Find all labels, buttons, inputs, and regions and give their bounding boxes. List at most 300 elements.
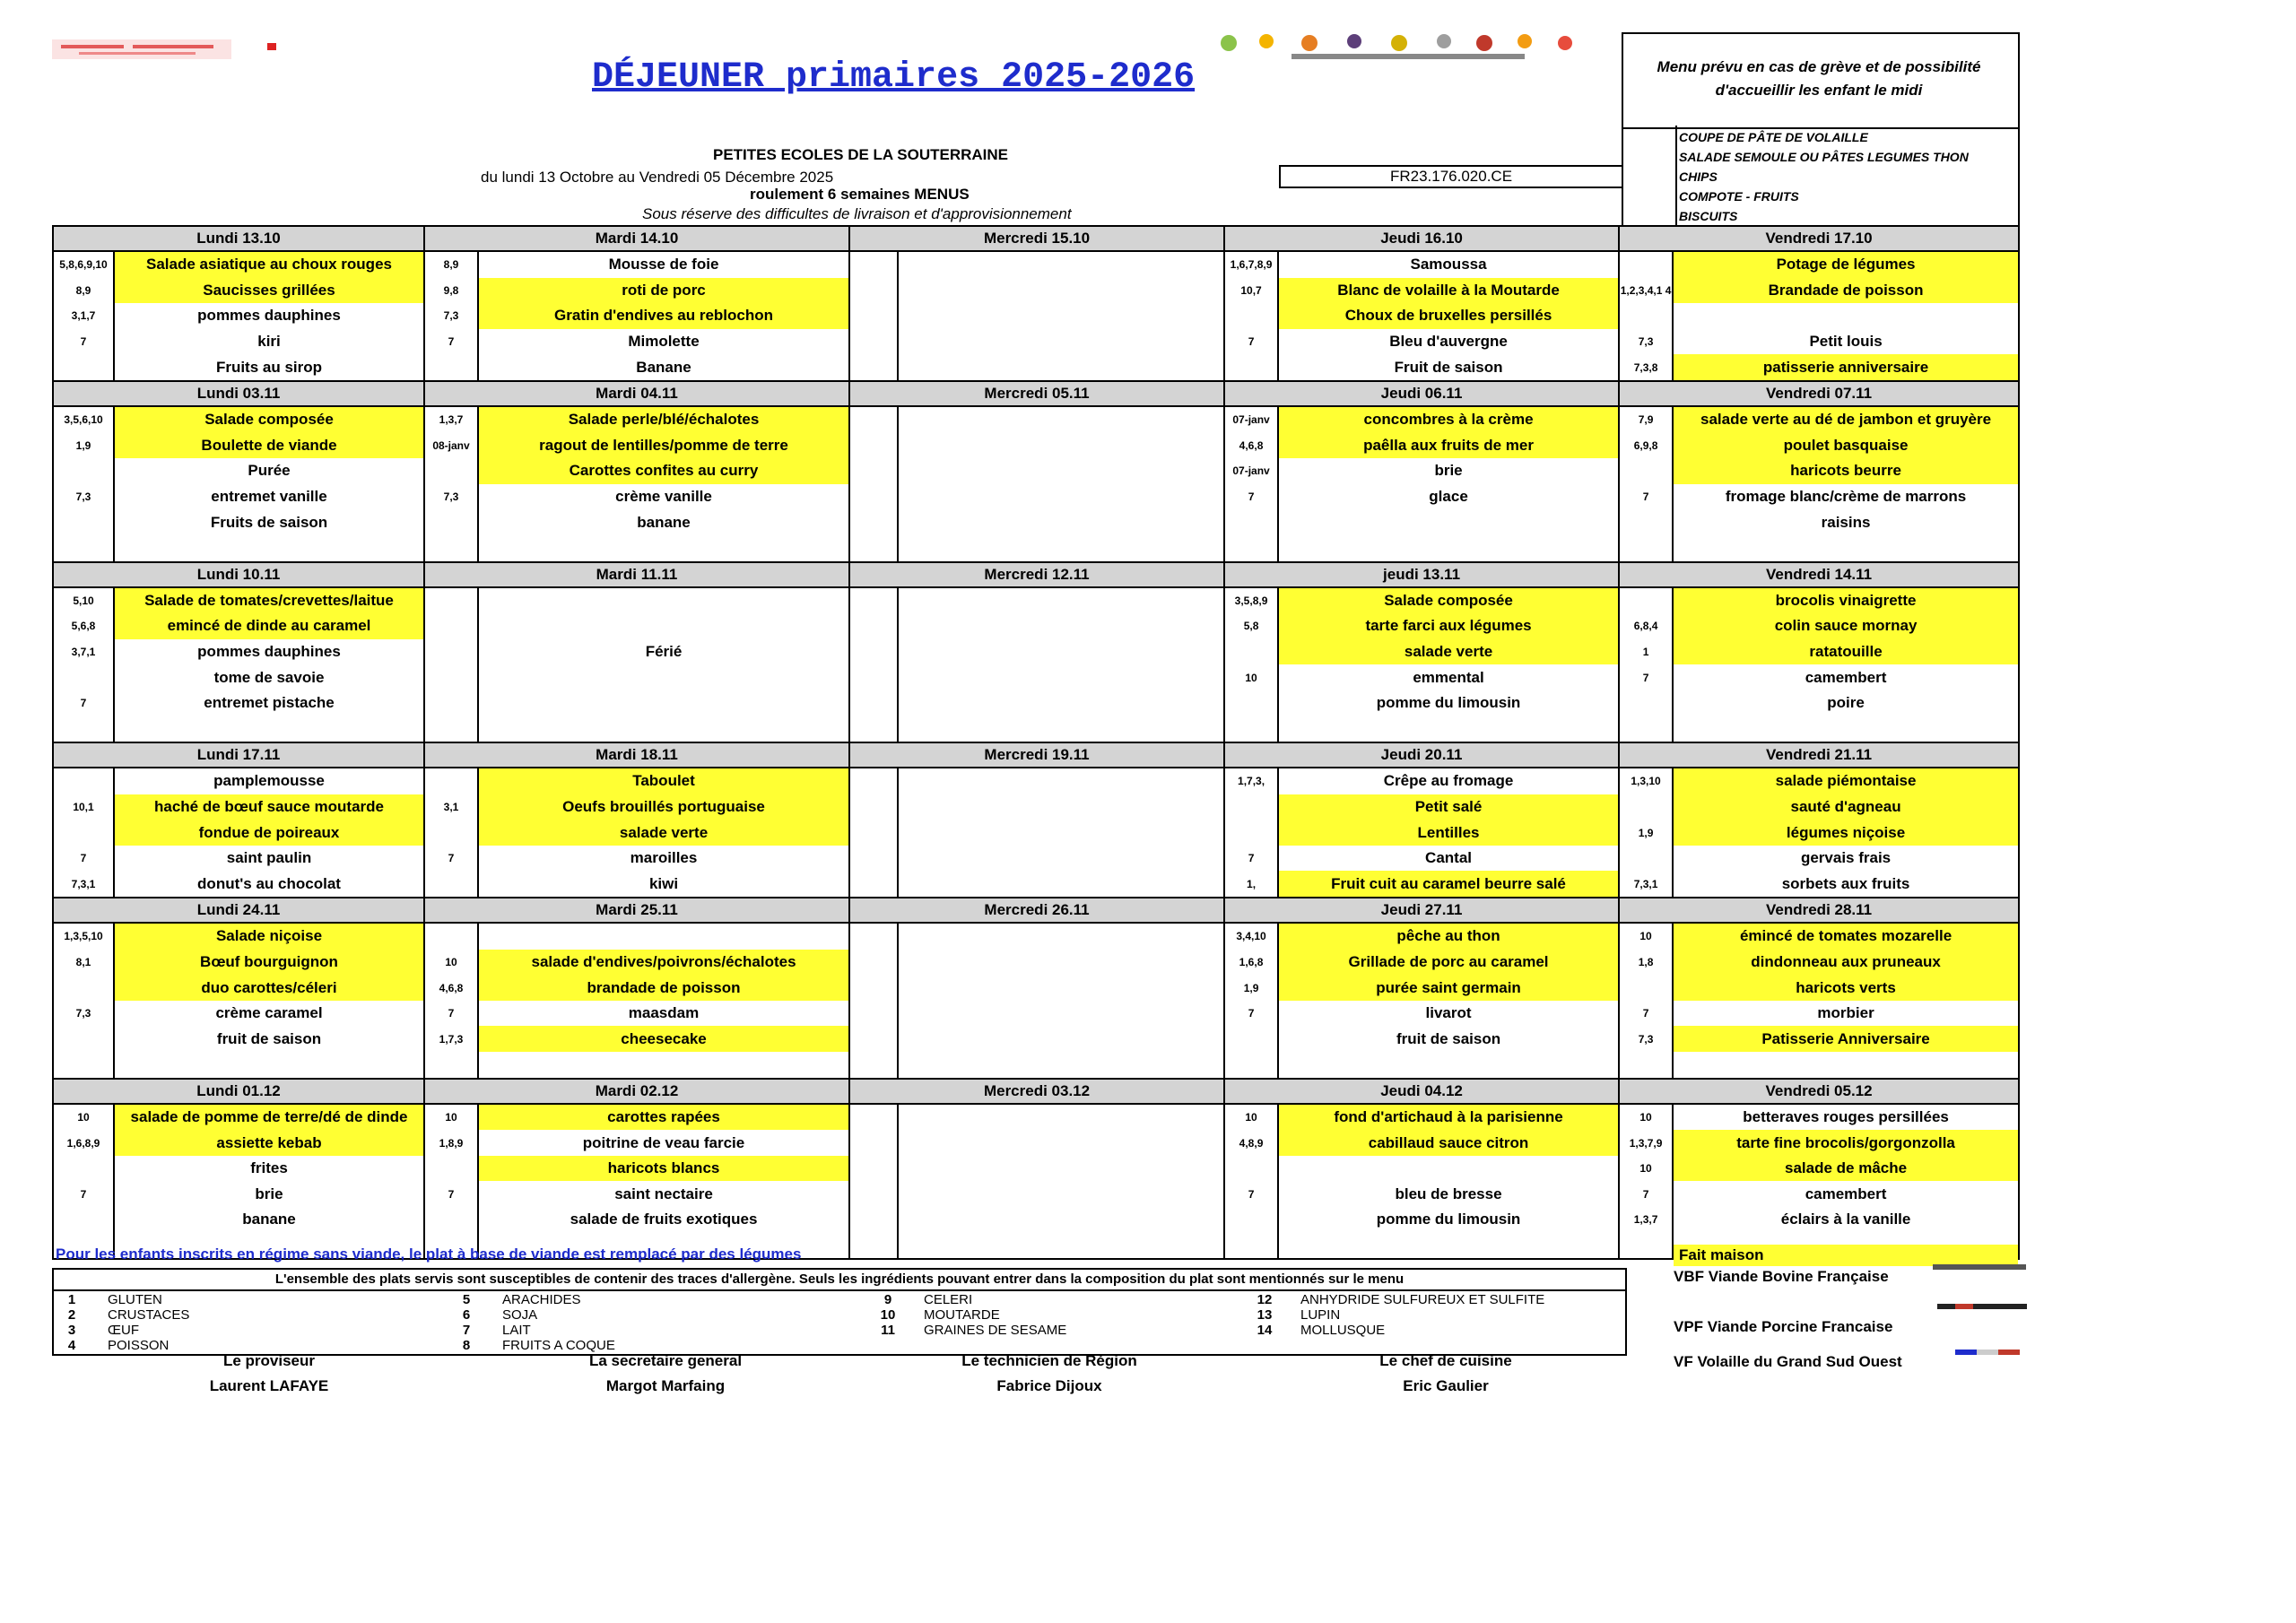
allergen-codes: 1, [1224,871,1278,898]
vpf-logo [1937,1304,2027,1309]
day-header: Mercredi 19.11 [849,742,1224,768]
dish [1673,535,2019,562]
allergen-codes [849,329,898,355]
allergen-codes [424,820,478,846]
dish [898,1207,1224,1233]
day-header: Vendredi 05.12 [1619,1079,2019,1104]
allergen-codes: 3,4,10 [1224,923,1278,950]
dish: Mousse de foie [478,251,849,278]
menu-row [53,1001,2019,1027]
allergen-codes: 10,7 [1224,278,1278,304]
allergen-codes [424,664,478,690]
allergen-codes: 10 [1224,1104,1278,1131]
dish: Bleu d'auvergne [1278,329,1619,355]
allergen-codes [53,458,114,484]
dish: ragout de lentilles/pomme de terre [478,433,849,459]
dish: Salade perle/blé/échalotes [478,406,849,433]
dish: camembert [1673,664,2019,690]
allergen-codes: 4,6,8 [1224,433,1278,459]
allergen-codes [424,458,478,484]
dish: poulet basquaise [1673,433,2019,459]
allergen-codes [849,1001,898,1027]
allergen-codes [424,871,478,898]
dish: maroilles [478,846,849,872]
allergen-box [52,1268,1627,1356]
dish: Férié [478,639,849,665]
menu-row [53,433,2019,459]
dish [1278,509,1619,535]
allergen-codes: 7,3 [1619,1026,1673,1052]
signature-role: Le chef de cuisine [1379,1352,1512,1369]
dish: Salade composée [1278,587,1619,614]
dish: pommes dauphines [114,303,424,329]
menu-row [53,251,2019,278]
day-header: Vendredi 17.10 [1619,226,2019,251]
allergen-name: SOJA [502,1307,538,1323]
fruits-banner-image [1211,32,1605,63]
dish: Petit salé [1278,794,1619,820]
menu-row [53,354,2019,381]
allergen-codes: 7 [1619,1181,1673,1207]
dish: Salade composée [114,406,424,433]
allergen-codes [53,975,114,1001]
allergen-entry [54,1323,139,1338]
dish: Salade asiatique au choux rouges [114,251,424,278]
dish: morbier [1673,1001,2019,1027]
allergen-entry [448,1338,615,1353]
dish [898,820,1224,846]
signature-name: Eric Gaulier [1403,1377,1489,1394]
signature-name: Fabrice Dijoux [996,1377,1102,1394]
week-header-row [53,898,2019,923]
dish: banane [114,1207,424,1233]
allergen-codes: 7 [53,1181,114,1207]
allergen-codes [849,820,898,846]
menu-row [53,1052,2019,1079]
allergen-codes [53,1052,114,1079]
dish: Samoussa [1278,251,1619,278]
dish: Grillade de porc au caramel [1278,950,1619,976]
dish: saint paulin [114,846,424,872]
dish: gervais frais [1673,846,2019,872]
allergen-entry [448,1292,581,1307]
day-header: Lundi 10.11 [53,562,424,587]
allergen-codes: 7,3,1 [1619,871,1673,898]
week-header-row [53,226,2019,251]
dish [898,794,1224,820]
allergen-entry [1247,1323,1385,1338]
allergen-codes: 1,7,3 [424,1026,478,1052]
day-header: Mercredi 26.11 [849,898,1224,923]
allergen-codes [1619,716,1673,743]
allergen-name: GRAINES DE SESAME [924,1323,1067,1338]
allergen-codes [53,768,114,794]
allergen-entry [448,1323,531,1338]
allergen-entry [870,1292,972,1307]
dish [898,1181,1224,1207]
day-header: Jeudi 16.10 [1224,226,1619,251]
allergen-codes [424,923,478,950]
dish: salade d'endives/poivrons/échalotes [478,950,849,976]
allergen-codes: 7 [53,846,114,872]
dish [898,354,1224,381]
allergen-name: CELERI [924,1292,973,1307]
dish: carottes rapées [478,1104,849,1131]
dish [898,587,1224,614]
menu-row [53,846,2019,872]
dish: Fruit cuit au caramel beurre salé [1278,871,1619,898]
dish: légumes niçoise [1673,820,2019,846]
allergen-number: 7 [462,1323,471,1338]
dish [1278,1233,1619,1260]
menu-row [53,1026,2019,1052]
allergen-codes [849,535,898,562]
allergen-codes [424,354,478,381]
dish: Mimolette [478,329,849,355]
allergen-codes: 4,6,8 [424,975,478,1001]
dish: Oeufs brouillés portuguaise [478,794,849,820]
allergen-codes: 7 [1224,846,1278,872]
dish: Choux de bruxelles persillés [1278,303,1619,329]
dish: Carottes confites au curry [478,458,849,484]
allergen-codes: 7,9 [1619,406,1673,433]
allergen-number: 13 [1257,1307,1273,1323]
menu-row [53,1156,2019,1182]
dish: assiette kebab [114,1130,424,1156]
dish: Petit louis [1673,329,2019,355]
allergen-codes [424,1156,478,1182]
dish: patisserie anniversaire [1673,354,2019,381]
allergen-codes: 3,7,1 [53,639,114,665]
strike-menu-item: COUPE DE PÂTE DE VOLAILLE [1679,130,1868,144]
allergen-name: ARACHIDES [502,1292,581,1307]
dish [898,1156,1224,1182]
dish: tarte farci aux légumes [1278,613,1619,639]
dish: poitrine de veau farcie [478,1130,849,1156]
dish: brocolis vinaigrette [1673,587,2019,614]
allergen-codes [849,1130,898,1156]
menu-row [53,923,2019,950]
allergen-number: 8 [462,1338,471,1353]
day-header: Jeudi 06.11 [1224,381,1619,406]
allergen-codes [53,509,114,535]
allergen-codes: 7,3 [1619,329,1673,355]
no-meat-note: Pour les enfants inscrits en régime sans viande, le plat à base de viande est remplacé par des légumes [56,1245,802,1263]
allergen-name: ANHYDRIDE SULFUREUX ET SULFITE [1300,1292,1545,1307]
dish: fond d'artichaud à la parisienne [1278,1104,1619,1131]
allergen-codes [849,950,898,976]
dish: crème vanille [478,484,849,510]
rotation-text: roulement 6 semaines MENUS [750,186,970,203]
menu-row [53,794,2019,820]
dish: betteraves rouges persillées [1673,1104,2019,1131]
dish: crème caramel [114,1001,424,1027]
allergen-codes [424,1207,478,1233]
dish: dindonneau aux pruneaux [1673,950,2019,976]
dish [478,613,849,639]
dish: haché de bœuf sauce moutarde [114,794,424,820]
dish [898,716,1224,743]
dish [478,923,849,950]
day-header: Jeudi 27.11 [1224,898,1619,923]
allergen-codes [849,794,898,820]
dish: éclairs à la vanille [1673,1207,2019,1233]
dish: émincé de tomates mozarelle [1673,923,2019,950]
allergen-number: 4 [67,1338,76,1353]
dish [1673,303,2019,329]
dish: Potage de légumes [1673,251,2019,278]
allergen-number: 11 [881,1323,895,1338]
allergen-codes [849,278,898,304]
allergen-codes [1619,458,1673,484]
signature-role: La secretaire general [588,1352,743,1369]
allergen-codes [849,1181,898,1207]
day-header: Jeudi 20.11 [1224,742,1619,768]
allergen-codes [1224,354,1278,381]
dish: Salade de tomates/crevettes/laitue [114,587,424,614]
allergen-codes [53,664,114,690]
menu-row [53,535,2019,562]
allergen-codes [424,535,478,562]
allergen-codes [1619,846,1673,872]
day-header: jeudi 13.11 [1224,562,1619,587]
dish [478,664,849,690]
strike-menu-item: COMPOTE - FRUITS [1679,189,1799,204]
dish [1278,535,1619,562]
menu-row [53,303,2019,329]
allergen-number: 9 [883,1292,892,1307]
allergen-codes: 1,9 [1224,975,1278,1001]
dish [898,329,1224,355]
menu-row [53,1207,2019,1233]
approval-code: FR23.176.020.CE [1279,165,1623,188]
dish [1673,1052,2019,1079]
allergen-codes: 7 [424,1181,478,1207]
allergen-codes [1224,820,1278,846]
allergen-number: 1 [67,1292,76,1307]
dish: camembert [1673,1181,2019,1207]
allergen-codes [849,975,898,1001]
allergen-codes: 6,9,8 [1619,433,1673,459]
allergen-codes: 5,6,8 [53,613,114,639]
allergen-codes [424,509,478,535]
allergen-codes [1224,794,1278,820]
allergen-codes: 7 [53,690,114,716]
dish: ratatouille [1673,639,2019,665]
allergen-codes: 1,9 [1619,820,1673,846]
dish: concombres à la crème [1278,406,1619,433]
dish: Taboulet [478,768,849,794]
day-header: Lundi 24.11 [53,898,424,923]
dish: salade de pomme de terre/dé de dinde [114,1104,424,1131]
period-text: du lundi 13 Octobre au Vendredi 05 Décembre 2025 [481,169,834,186]
strike-menu-item: BISCUITS [1679,209,1738,223]
dish [898,690,1224,716]
dish [898,1026,1224,1052]
allergen-number: 6 [462,1307,471,1323]
allergen-entry [54,1292,162,1307]
allergen-codes: 7 [1224,1001,1278,1027]
dish: entremet vanille [114,484,424,510]
dish: fruit de saison [1278,1026,1619,1052]
dish: colin sauce mornay [1673,613,2019,639]
dish [478,1052,849,1079]
allergen-codes [1619,251,1673,278]
menu-row [53,716,2019,743]
allergen-codes [424,690,478,716]
dish [898,1001,1224,1027]
dish: pomme du limousin [1278,690,1619,716]
day-header: Vendredi 14.11 [1619,562,2019,587]
school-logo [52,36,294,63]
dish: poire [1673,690,2019,716]
dish: emincé de dinde au caramel [114,613,424,639]
menu-table [52,225,2020,1260]
strike-menu-item: CHIPS [1679,169,1718,184]
menu-row [53,1130,2019,1156]
dish [898,433,1224,459]
dish [478,716,849,743]
dish: fondue de poireaux [114,820,424,846]
menu-row [53,278,2019,304]
dish: saint nectaire [478,1181,849,1207]
day-header: Mercredi 05.11 [849,381,1224,406]
allergen-codes [53,1207,114,1233]
menu-row [53,509,2019,535]
dish [898,846,1224,872]
allergen-name: CRUSTACES [108,1307,190,1323]
dish: salade de mâche [1673,1156,2019,1182]
allergen-codes: 1,8,9 [424,1130,478,1156]
allergen-codes [424,613,478,639]
allergen-codes: 10 [53,1104,114,1131]
allergen-codes: 8,1 [53,950,114,976]
allergen-codes: 1,2,3,4,1 4 [1619,278,1673,304]
allergen-codes: 10 [1619,923,1673,950]
allergen-codes [1619,975,1673,1001]
allergen-codes: 3,5,6,10 [53,406,114,433]
allergen-codes [849,1026,898,1052]
day-header: Lundi 13.10 [53,226,424,251]
allergen-name: MOLLUSQUE [1300,1323,1386,1338]
menu-row [53,484,2019,510]
allergen-codes [849,587,898,614]
allergen-number: 10 [880,1307,896,1323]
allergen-name: ŒUF [108,1323,139,1338]
allergen-codes: 7 [424,329,478,355]
dish: emmental [1278,664,1619,690]
dish [898,484,1224,510]
strike-menu-item: SALADE SEMOULE OU PÂTES LEGUMES THON [1679,150,1969,164]
dish [114,716,424,743]
allergen-codes: 1,3,7,9 [1619,1130,1673,1156]
dish [898,509,1224,535]
allergen-name: FRUITS A COQUE [502,1338,615,1353]
allergen-codes: 10 [1224,664,1278,690]
allergen-codes: 1 [1619,639,1673,665]
allergen-codes [1224,303,1278,329]
allergen-codes: 7 [1224,329,1278,355]
allergen-codes: 7 [424,846,478,872]
dish: Saucisses grillées [114,278,424,304]
day-header: Lundi 01.12 [53,1079,424,1104]
allergen-codes [424,716,478,743]
dish [898,1130,1224,1156]
dish: kiri [114,329,424,355]
allergen-codes [849,846,898,872]
allergen-codes [1619,303,1673,329]
allergen-codes [424,587,478,614]
dish: duo carottes/céleri [114,975,424,1001]
allergen-codes: 7 [1619,1001,1673,1027]
allergen-codes [849,354,898,381]
allergen-codes [849,433,898,459]
menu-row [53,587,2019,614]
signature-role: Le technicien de Région [961,1352,1137,1369]
allergen-codes [849,1104,898,1131]
dish [1278,1052,1619,1079]
dish: frites [114,1156,424,1182]
allergen-codes: 7,3,1 [53,871,114,898]
allergen-entry [870,1323,1066,1338]
allergen-codes [53,1026,114,1052]
week-header-row [53,562,2019,587]
dish: haricots beurre [1673,458,2019,484]
dish [898,1104,1224,1131]
dish: fruit de saison [114,1026,424,1052]
allergen-codes [849,768,898,794]
vbf-label: VBF Viande Bovine Française [1674,1268,1889,1285]
menu-row [53,1181,2019,1207]
dish [898,975,1224,1001]
dish [478,587,849,614]
day-header: Lundi 17.11 [53,742,424,768]
allergen-number: 12 [1257,1292,1273,1307]
dish: pêche au thon [1278,923,1619,950]
day-header: Mardi 25.11 [424,898,849,923]
allergen-codes [53,820,114,846]
dish: Fruits au sirop [114,354,424,381]
vf-logo [1955,1350,2020,1355]
dish: Fruit de saison [1278,354,1619,381]
dish [898,950,1224,976]
dish [898,768,1224,794]
allergen-codes: 8,9 [424,251,478,278]
dish: raisins [1673,509,2019,535]
signature-role: Le proviseur [222,1352,316,1369]
strike-menu-list [1622,126,2020,228]
dish: glace [1278,484,1619,510]
day-header: Vendredi 07.11 [1619,381,2019,406]
dish: Lentilles [1278,820,1619,846]
dish [898,613,1224,639]
dish [898,535,1224,562]
allergen-codes [849,1052,898,1079]
dish: haricots blancs [478,1156,849,1182]
allergen-codes [849,664,898,690]
allergen-codes [1224,690,1278,716]
allergen-codes: 7 [1619,484,1673,510]
allergen-codes: 10 [424,1104,478,1131]
menu-row [53,639,2019,665]
dish: salade piémontaise [1673,768,2019,794]
dish: sauté d'agneau [1673,794,2019,820]
allergen-codes: 1,3,5,10 [53,923,114,950]
allergen-codes [1224,1156,1278,1182]
allergen-codes: 3,1,7 [53,303,114,329]
day-header: Mardi 11.11 [424,562,849,587]
dish: Fruits de saison [114,509,424,535]
